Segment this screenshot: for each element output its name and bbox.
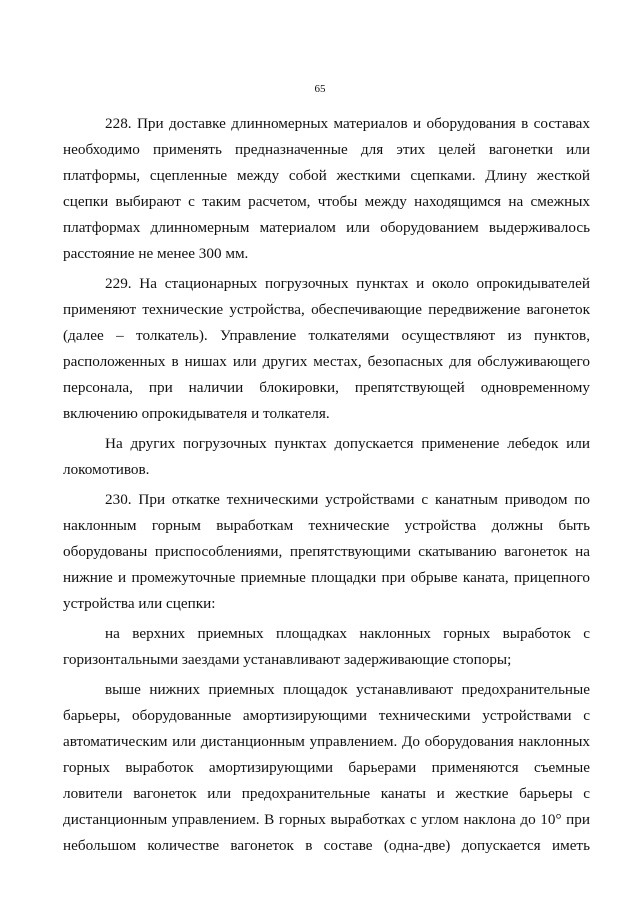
text-line: горизонтальными заездами устанавливают задерживающие стопоры;: [63, 651, 512, 668]
paragraph-229: [63, 271, 590, 427]
paragraph-230: [63, 487, 590, 617]
text-line: нижние и промежуточные приемные площадки при обрыве каната, прицепного: [63, 569, 590, 586]
text-line: устройства или сцепки:: [63, 595, 216, 612]
text-line: локомотивов.: [63, 461, 150, 478]
text-line: сцепки выбирают с таким расчетом, чтобы между находящимся на смежных: [63, 193, 590, 210]
text-line: оборудованы приспособлениями, препятствующими скатыванию вагонеток на: [63, 543, 590, 560]
text-line: 230. При откатке техническими устройствами с канатным приводом по: [105, 491, 590, 508]
document-body: [63, 111, 590, 863]
text-line: 228. При доставке длинномерных материалов и оборудования в составах: [105, 115, 590, 132]
text-line: наклонным горным выработкам технические устройства должны быть: [63, 517, 590, 534]
text-line: барьеры, оборудованные амортизирующими техническими устройствами с: [63, 707, 590, 724]
text-line: необходимо применять предназначенные для этих целей вагонетки или: [63, 141, 590, 158]
text-line: На других погрузочных пунктах допускается применение лебедок или: [105, 435, 590, 452]
paragraph-230-item-lower: [63, 677, 590, 859]
text-line: выше нижних приемных площадок устанавливают предохранительные: [105, 681, 590, 698]
text-line: расположенных в нишах или других местах, безопасных для обслуживающего: [63, 353, 590, 370]
text-line: платформах длинномерным материалом или оборудованием выдерживалось: [63, 219, 590, 236]
paragraph-230-item-upper: [63, 621, 590, 673]
text-line: дистанционным управлением. В горных выработках с углом наклона до 10° при: [63, 811, 590, 828]
paragraph-229-continued: [63, 431, 590, 483]
text-line: ловители вагонеток или предохранительные канаты и жесткие барьеры с: [63, 785, 590, 802]
text-line: применяют технические устройства, обеспечивающие передвижение вагонеток: [63, 301, 590, 318]
text-line: горных выработок амортизирующими барьерами применяются съемные: [63, 759, 590, 776]
text-line: включению опрокидывателя и толкателя.: [63, 405, 330, 422]
text-line: расстояние не менее 300 мм.: [63, 245, 249, 262]
text-line: (далее – толкатель). Управление толкателями осуществляют из пунктов,: [63, 327, 590, 344]
paragraph-228: [63, 111, 590, 267]
text-line: 229. На стационарных погрузочных пунктах и около опрокидывателей: [105, 275, 590, 292]
page-number: 65: [314, 83, 326, 95]
text-line: персонала, при наличии блокировки, препятствующей одновременному: [63, 379, 590, 396]
text-line: платформы, сцепленные между собой жесткими сцепками. Длину жесткой: [63, 167, 590, 184]
text-line: автоматическим или дистанционным управлением. До оборудования наклонных: [63, 733, 590, 750]
text-line: на верхних приемных площадках наклонных горных выработок с: [105, 625, 590, 642]
text-line: небольшом количестве вагонеток в составе (одна-две) допускается иметь: [63, 837, 590, 854]
